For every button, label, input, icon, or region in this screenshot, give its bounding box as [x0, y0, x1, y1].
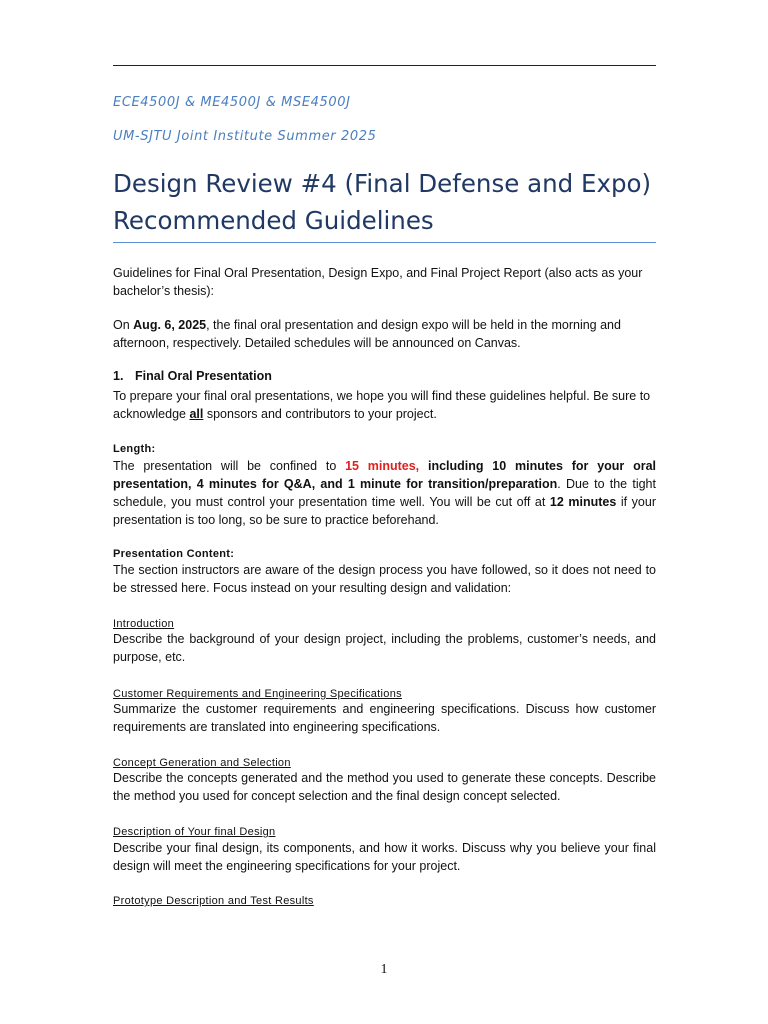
introduction-heading: Introduction: [113, 618, 175, 630]
date-paragraph: [113, 316, 656, 352]
subsection-text-final-design: Describe your final design, its components, and how it works. Discuss why you believe your final design will meet the engineering specifications for your project.: [113, 841, 656, 873]
subsection-heading-prototype: [113, 891, 656, 910]
length-paragraph: [113, 457, 656, 529]
institute-line: UM-SJTU Joint Institute Summer 2025: [113, 129, 377, 144]
subsection-text-introduction: Describe the background of your design project, including the problems, customer’s needs, and purpose, etc.: [113, 632, 656, 664]
length-heading-text: Length:: [113, 443, 156, 455]
date-suffix: , the final oral presentation and design expo will be held in the morning and afternoon, respectively. Detailed schedules will be announced on Canvas.: [113, 318, 621, 350]
section1-paragraph: [113, 387, 656, 423]
guidelines-paragraph: [113, 264, 656, 300]
length-text-6: if your presentation is too long, so be sure to practice beforehand.: [113, 495, 657, 527]
section1-text-b: sponsors and contributors to your project.: [203, 407, 437, 421]
length-text-4: . Due to the tight schedule, you must control your presentation time well. You will be cut off at: [113, 477, 656, 509]
length-heading: [113, 439, 656, 458]
length-12-minutes: 12 minutes: [549, 495, 617, 509]
subsection-text-concept-generation: Describe the concepts generated and the method you used to generate these concepts. Describe the method you used for concept selection and the final design concept selected.: [113, 771, 656, 803]
section-number: 1.: [113, 369, 124, 383]
section1-emphasis-all: all: [189, 407, 204, 421]
concept-generation-heading: Concept Generation and Selection: [113, 757, 291, 769]
prototype-heading: Prototype Description and Test Results: [113, 895, 314, 907]
section-heading-final-oral: [113, 367, 656, 385]
content-heading-text: Presentation Content:: [113, 548, 235, 560]
length-15-minutes: 15 minutes,: [345, 459, 420, 473]
guidelines-text: Guidelines for Final Oral Presentation, Design Expo, and Final Project Report (also acts as your bachelor’s thesis):: [113, 266, 643, 298]
top-divider: [113, 65, 656, 66]
document-title: Design Review #4 (Final Defense and Expo) Recommended Guidelines: [113, 169, 652, 235]
length-text-1: The presentation will be confined to: [113, 459, 346, 473]
section-title: Final Oral Presentation: [135, 369, 272, 383]
section1-text-a: To prepare your final oral presentations, we hope you will find these guidelines helpful. Be sure to acknowledge: [113, 389, 651, 421]
subsection-text-customer-requirements: Summarize the customer requirements and engineering specifications. Discuss how customer requirements are translated into engineering specifications.: [113, 702, 656, 734]
content-paragraph: The section instructors are aware of the design process you have followed, so it does not need to be stressed here. Focus instead on your resulting design and validation:: [113, 563, 656, 595]
final-design-heading: Description of Your final Design: [113, 826, 276, 838]
expo-date: Aug. 6, 2025: [133, 318, 207, 332]
title-divider: [113, 242, 656, 243]
date-prefix: On: [113, 318, 134, 332]
length-breakdown: including 10 minutes for your oral presentation, 4 minutes for Q&A, and 1 minute for transition/preparation: [113, 459, 657, 491]
customer-requirements-heading: Customer Requirements and Engineering Specifications: [113, 688, 402, 700]
course-codes: ECE4500J & ME4500J & MSE4500J: [113, 95, 351, 110]
page-number: 1: [380, 962, 388, 977]
